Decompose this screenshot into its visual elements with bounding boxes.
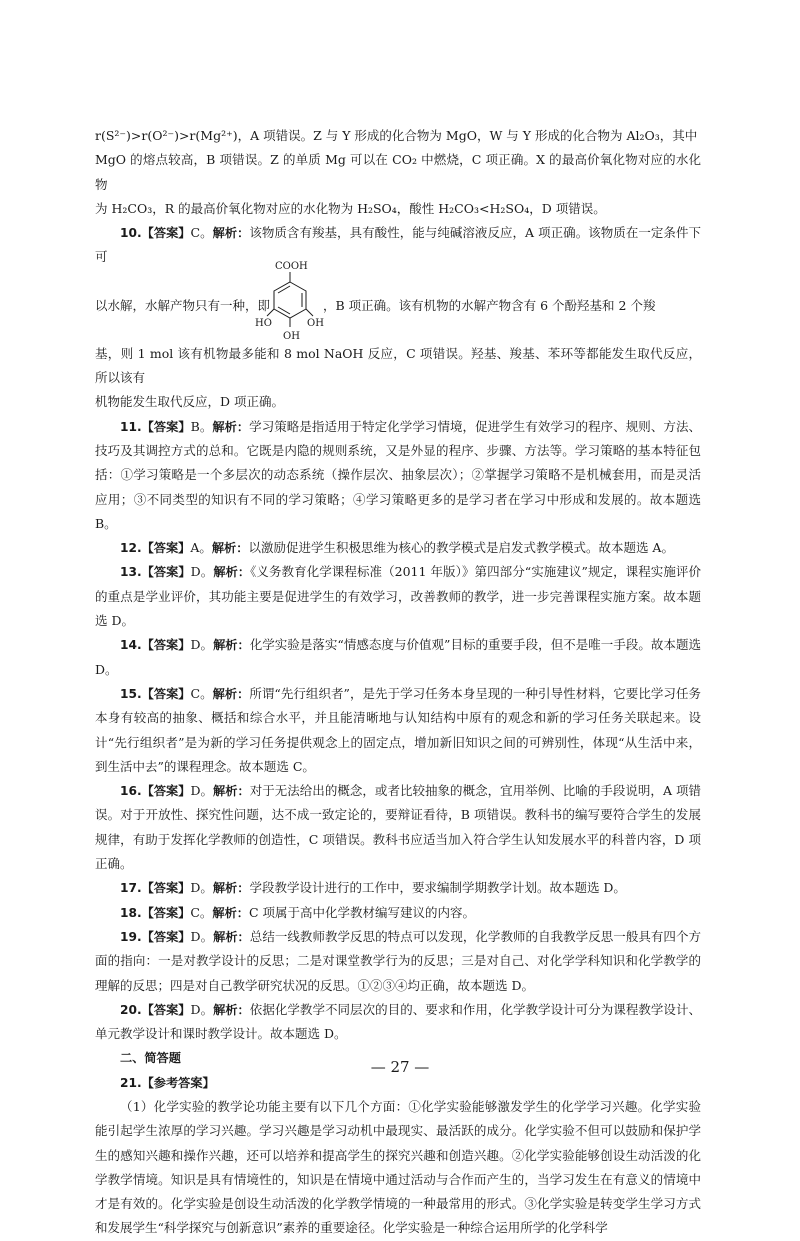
q21-label: 21.【参考答案】 xyxy=(120,1075,215,1090)
q19-text: 总结一线教师教学反思的特点可以发现，化学教师的自我教学反思一般具有四个方面的指向：一是对教学设计的反思；二是对课堂教学行为的反思；三是对自己、对化学学科知识和化学教学的理解的反思；四是对自己教学研究状况的反思。①②③④均正确，故本题选 D。 xyxy=(95,928,701,993)
page-number: — 27 — xyxy=(370,1058,430,1076)
q9-tail-line-2: MgO 的熔点较高，B 项错误。Z 的单质 Mg 可以在 CO₂ 中燃烧，C 项正确。X 的最高价氧化物对应的水化物 xyxy=(95,152,701,192)
q15-jiexi: 解析： xyxy=(212,686,250,701)
q12-label: 12.【答案】 xyxy=(120,541,191,556)
q10-jiexi: 解析： xyxy=(212,226,250,241)
q13-answer: D。 xyxy=(190,564,214,580)
mol-double-bond-3 xyxy=(278,307,290,314)
q20-paragraph xyxy=(95,998,701,1047)
q14-text: 化学实验是落实“情感态度与价值观”目标的重要手段，但不是唯一手段。故本题选 D。 xyxy=(95,637,701,677)
mol-benzene-ring xyxy=(274,282,306,318)
q9-tail-line-1: r(S²⁻)>r(O²⁻)>r(Mg²⁺)，A 项错误。Z 与 Y 形成的化合物为 MgO，W 与 Y 形成的化合物为 Al₂O₃，其中 xyxy=(95,128,698,143)
q12-paragraph xyxy=(95,536,701,560)
q17-jiexi: 解析： xyxy=(212,881,250,896)
q10-line-4: 机物能发生取代反应，D 项正确。 xyxy=(95,394,284,410)
q15-answer: C。 xyxy=(190,685,213,701)
q11-jiexi: 解析： xyxy=(212,419,250,434)
q17-text: 学段教学设计进行的工作中，要求编制学期教学计划。故本题选 D。 xyxy=(249,880,626,896)
mol-oh-right-label: OH xyxy=(307,317,324,329)
q11-label: 11.【答案】 xyxy=(120,419,191,434)
q19-label: 19.【答案】 xyxy=(120,929,191,944)
q11-paragraph xyxy=(95,415,701,536)
q13-jiexi: 解析： xyxy=(213,565,251,580)
q10-line-3: 基，则 1 mol 该有机物最多能和 8 mol NaOH 反应，C 项错误。羟基、羧基、苯环等都能发生取代反应，所以该有 xyxy=(95,345,701,386)
q14-label: 14.【答案】 xyxy=(120,638,191,653)
q11-answer: B。 xyxy=(190,418,213,434)
q18-label: 18.【答案】 xyxy=(120,905,191,920)
q16-text: 对于无法给出的概念，或者比较抽象的概念，宜用举例、比喻的手段说明，A 项错误。对于开放性、探究性问题，达不成一致定论的，要辩证看待，B 项错误。教科书的编写要符合学生的发展规律，有助于发挥化学教师的创造性，C 项错误。教科书应适当加入符合学生认知发展水平的科普内容，D 项正确。 xyxy=(95,783,702,872)
q18-paragraph xyxy=(95,901,701,925)
q13-paragraph xyxy=(95,560,701,633)
mol-bond-right xyxy=(306,309,313,316)
q17-label: 17.【答案】 xyxy=(120,881,191,896)
mol-ho-left-label: HO xyxy=(255,317,272,329)
q10-answer: C。 xyxy=(190,225,213,241)
q19-jiexi: 解析： xyxy=(213,929,250,944)
q15-label: 15.【答案】 xyxy=(120,686,191,701)
q16-jiexi: 解析： xyxy=(213,784,250,799)
q12-text: 以激励促进学生积极思维为核心的教学模式是启发式教学模式。故本题选 A。 xyxy=(248,540,674,556)
q10-line-1 xyxy=(95,221,701,270)
q17-paragraph xyxy=(95,876,701,900)
q14-answer: D。 xyxy=(190,637,214,653)
gallic-acid-structure-icon xyxy=(255,260,325,346)
mol-cooh-label: COOH xyxy=(275,260,308,272)
q12-answer: A。 xyxy=(190,540,212,556)
q9-tail-line-3: 为 H₂CO₃，R 的最高价氧化物对应的水化物为 H₂SO₄，酸性 H₂CO₃<H₂SO₄，D 项错误。 xyxy=(95,200,606,216)
q11-text: 学习策略是指适用于特定化学学习情境，促进学生有效学习的程序、规则、方法、技巧及其调控方式的总和。它既是内隐的规则系统，又是外显的程序、步骤、方法等。学习策略的基本特征包括：①学习策略是一个多层次的动态系统（操作层次、抽象层次）；②掌握学习策略不是机械套用，而是灵活应用；③不同类型的知识有不同的学习策略；④学习策略更多的是学习者在学习中形成和发展的。故本题选 B。 xyxy=(95,418,702,531)
q15-paragraph xyxy=(95,682,701,779)
q10-label: 10.【答案】 xyxy=(120,226,191,241)
q18-answer: C。 xyxy=(190,904,213,920)
q20-answer: D。 xyxy=(190,1001,214,1017)
q13-text: 《义务教育化学课程标准（2011 年版）》第四部分“实施建议”规定，课程实施评价的重点是学业评价，其功能主要是促进学生的有效学习，改善教师的教学，进一步完善课程实施方案。故本题选 D。 xyxy=(95,564,701,629)
q14-jiexi: 解析： xyxy=(213,638,250,653)
q18-jiexi: 解析： xyxy=(212,905,249,920)
q21-paragraph: （1）化学实验的教学论功能主要有以下几个方面：①化学实验能够激发学生的化学学习兴趣。化学实验能引起学生浓厚的学习兴趣。学习兴趣是学习动机中最现实、最活跃的成分。化学实验不但可以鼓励和保护学生的感知兴趣和操作兴趣，还可以培养和提高学生的探究兴趣和创造兴趣。②化学实验能够创设生动活泼的化学教学情境。知识是具有情境性的，知识是在情境中通过活动与合作而产生的，当学习发生在有意义的情境中才是有效的。化学实验是创设生动活泼的化学教学情境的一种最常用的形式。③化学实验是转变学生学习方式和发展学生“科学探究与创新意识”素养的重要途径。化学实验是一种综合运用所学的化学科学 xyxy=(95,1098,701,1236)
q18-text: C 项属于高中化学教材编写建议的内容。 xyxy=(248,904,476,920)
q20-text: 依据化学教学不同层次的目的、要求和作用，化学教学设计可分为课程教学设计、单元教学设计和课时教学设计。故本题选 D。 xyxy=(95,1001,701,1042)
mol-double-bond-1 xyxy=(278,286,290,293)
q12-jiexi: 解析： xyxy=(211,541,249,556)
mol-bond-left xyxy=(267,309,274,316)
q13-label: 13.【答案】 xyxy=(120,565,191,580)
q20-label: 20.【答案】 xyxy=(120,1002,191,1017)
q15-text: 所谓“先行组织者”，是先于学习任务本身呈现的一种引导性材料，它要比学习任务本身有较高的抽象、概括和综合水平，并且能清晰地与认知结构中原有的观念和新的学习任务关联起来。设计“先行组织者”是为新的学习任务提供观念上的固定点，增加新旧知识之间的可辨别性，体现“从生活中来，到生活中去”的课程理念。故本题选 C。 xyxy=(95,685,701,774)
q17-answer: D。 xyxy=(190,880,213,896)
q10-text-1: 该物质含有羧基，具有酸性，能与纯碱溶液反应，A 项正确。该物质在一定条件下可 xyxy=(95,225,701,265)
q19-paragraph xyxy=(95,925,701,998)
q10-structure-row xyxy=(95,260,701,342)
q14-paragraph xyxy=(95,633,701,682)
q10-row-right: ，B 项正确。该有机物的水解产物含有 6 个酚羟基和 2 个羧 xyxy=(323,297,656,313)
mol-oh-bottom-label: OH xyxy=(283,330,300,342)
q16-answer: D。 xyxy=(190,783,214,799)
q19-answer: D。 xyxy=(190,928,214,944)
q16-paragraph xyxy=(95,779,701,876)
q16-label: 16.【答案】 xyxy=(120,784,191,799)
q20-jiexi: 解析： xyxy=(213,1002,250,1017)
section-2-heading: 二、简答题 xyxy=(120,1051,181,1066)
q10-row-left: 以水解，水解产物只有一种，即 xyxy=(95,297,271,313)
